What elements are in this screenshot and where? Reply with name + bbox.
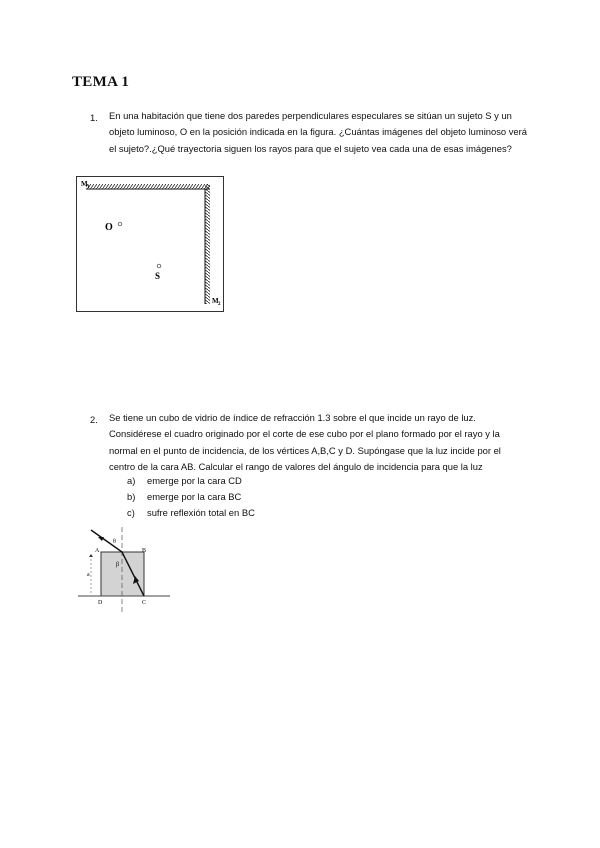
question-2-text: Se tiene un cubo de vidrio de índice de refracción 1.3 sobre el que incide un rayo de luz. Considérese el cuadro originado por el corte de ese cubo por el plano formado por el rayo y la normal en el punto de incidencia, de los vértices A,B,C y D. Supóngase que la luz incide por el centro de la cara AB. Calcular el rango de valores del ángulo de incidencia para que la luz: [109, 412, 501, 473]
item-c-label: c): [127, 507, 135, 518]
question-2-item-b: [127, 491, 241, 502]
vertex-C: C: [142, 600, 147, 606]
angle-incidence: θ: [113, 539, 116, 545]
mirror-2-label: M: [212, 297, 219, 305]
item-b-text: emerge por la cara BC: [147, 491, 242, 502]
question-1-text: En una habitación que tiene dos paredes perpendiculares especulares se sitúan un sujeto S y un objeto luminoso, O en la posición indicada en la figura. ¿Cuántas imágenes del objeto luminoso verá el sujeto?.¿Qué trayectoria siguen los rayos para que el sujeto vea cada una de esas imágenes?: [109, 110, 527, 154]
side-label: a: [87, 572, 90, 578]
object-point: [118, 222, 122, 226]
cube-section: [101, 552, 144, 596]
mirror-1: [86, 184, 210, 189]
item-a-text: emerge por la cara CD: [147, 475, 242, 486]
item-a-label: a): [127, 475, 136, 486]
vertex-D: D: [98, 600, 103, 606]
mirror-2-sub: 2: [218, 302, 221, 307]
mirror-1-sub: 1: [87, 185, 90, 190]
question-2-number: 2.: [90, 414, 98, 425]
question-1-number: 1.: [90, 112, 98, 123]
item-b-label: b): [127, 491, 136, 502]
subject-label: S: [155, 271, 161, 281]
angle-refraction: β: [116, 562, 120, 568]
figure-border: [77, 177, 224, 312]
question-2-item-a: [127, 475, 242, 486]
subject-point: [157, 264, 161, 268]
mirror-2: [205, 184, 210, 304]
question-2-item-c: [127, 507, 255, 518]
vertex-B: B: [142, 548, 147, 554]
vertex-A: A: [95, 548, 100, 554]
figure-cube: [78, 527, 172, 615]
mirror-1-label: M: [81, 180, 88, 188]
page-title: TEMA 1: [72, 74, 130, 90]
figure-mirrors: [76, 176, 224, 312]
object-label: O: [105, 222, 113, 233]
item-c-text: sufre reflexión total en BC: [147, 507, 255, 518]
